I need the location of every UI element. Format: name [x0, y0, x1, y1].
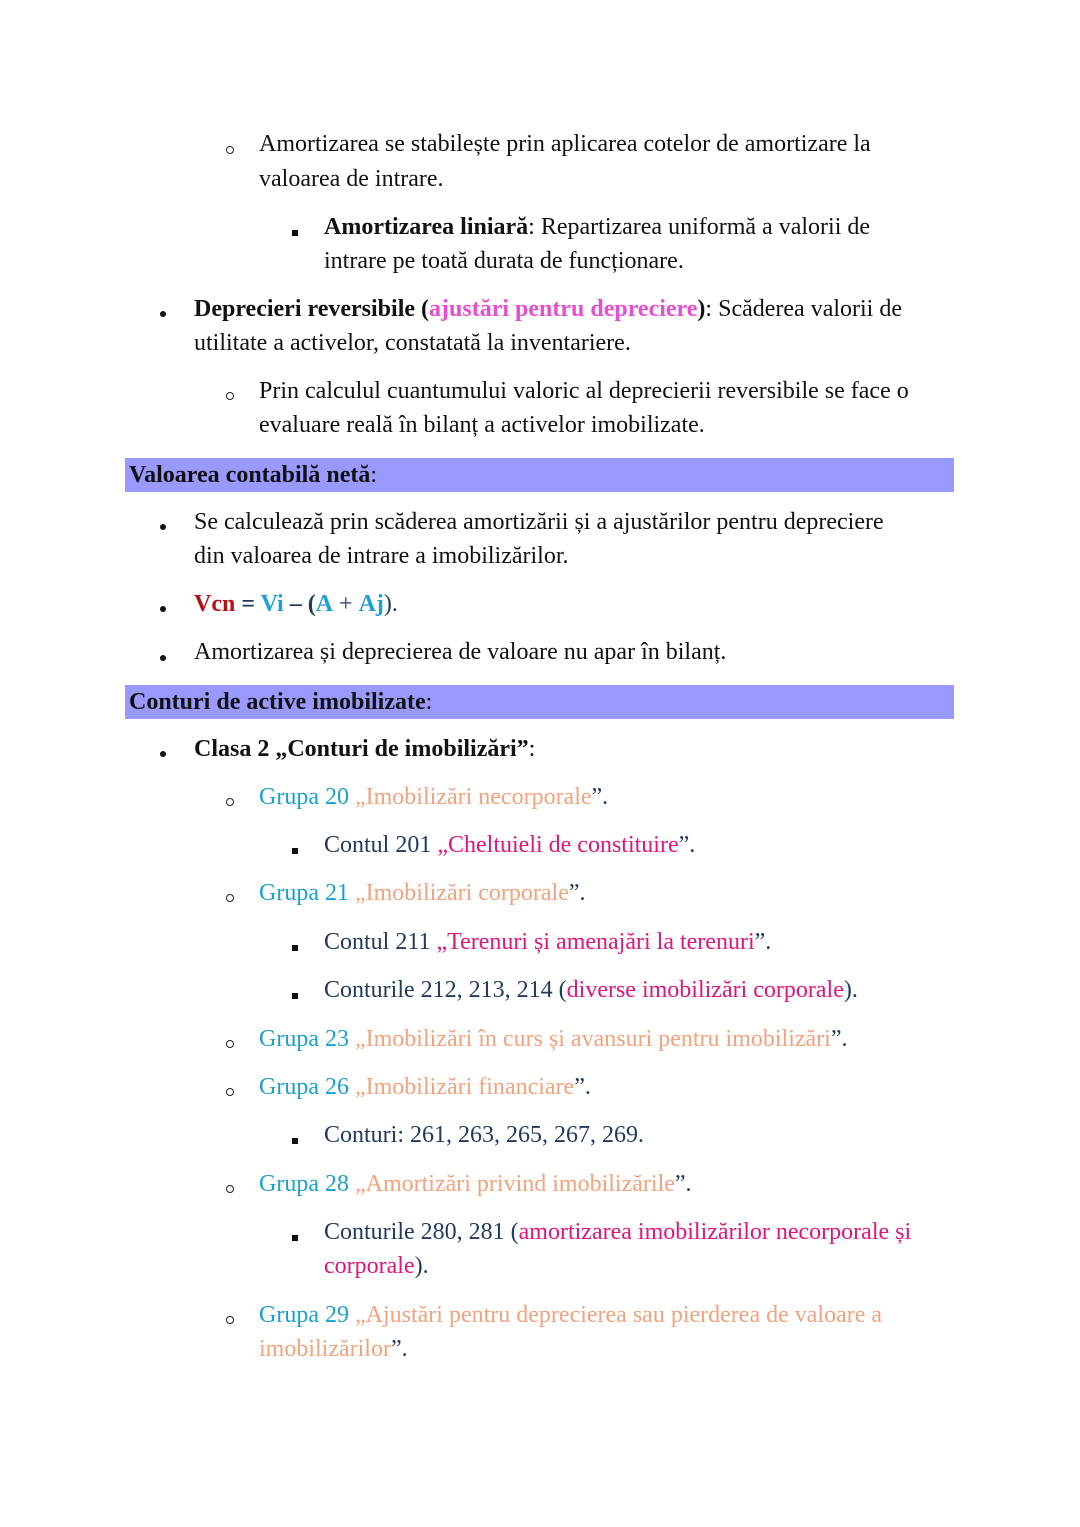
contul-211: Contul 211 „Terenuri și amenajări la terenuri”. — [324, 929, 772, 955]
grupa-26: Grupa 26 „Imobilizări financiare”. — [259, 1074, 591, 1100]
amortizare-cote-line2: valoarea de intrare. — [259, 166, 444, 192]
heading-conturi-active-imobilizate: Conturi de active imobilizate: — [125, 685, 954, 719]
vcn-calc-line1: Se calculează prin scăderea amortizării și a ajustărilor pentru depreciere — [194, 509, 884, 535]
square-bullet-icon — [292, 1120, 298, 1154]
bilant-note: Amortizarea și deprecierea de valoare nu apar în bilanț. — [194, 639, 727, 665]
disc-bullet-icon — [160, 506, 166, 540]
disc-bullet-icon — [160, 293, 166, 327]
vcn-formula: Vcn = Vi – (A + Aj). — [194, 591, 398, 617]
circle-bullet-icon — [226, 1300, 234, 1334]
square-bullet-icon — [292, 830, 298, 864]
grupa-21: Grupa 21 „Imobilizări corporale”. — [259, 880, 586, 906]
amortizare-liniara-term: Amortizarea liniară — [324, 214, 529, 240]
vcn-calc-line2: din valoarea de intrare a imobilizărilor. — [194, 543, 569, 569]
circle-bullet-icon — [226, 1072, 234, 1106]
circle-bullet-icon — [226, 782, 234, 816]
square-bullet-icon — [292, 975, 298, 1009]
ajustari-highlight: ajustări pentru depreciere — [429, 296, 698, 322]
amortizare-liniara-def: : Repartizarea uniformă a valorii de — [528, 214, 871, 240]
conturile-280-281-line2: corporale). — [324, 1253, 429, 1279]
deprecieri-line2: utilitate a activelor, constatată la inventariere. — [194, 330, 631, 356]
conturile-212-214: Conturile 212, 213, 214 (diverse imobilizări corporale). — [324, 977, 858, 1003]
amortizare-liniara-line2: intrare pe toată durata de funcționare. — [324, 248, 684, 274]
grupa-20: Grupa 20 „Imobilizări necorporale”. — [259, 784, 609, 810]
disc-bullet-icon — [160, 733, 166, 767]
calcul-line2: evaluare reală în bilanț a activelor imobilizate. — [259, 412, 705, 438]
circle-bullet-icon — [226, 376, 234, 410]
amortizare-liniara-line1 — [324, 210, 870, 244]
contul-201: Contul 201 „Cheltuieli de constituire”. — [324, 832, 696, 858]
grupa-29-line2: imobilizărilor”. — [259, 1336, 408, 1362]
conturile-280-281-line1: Conturile 280, 281 (amortizarea imobilizărilor necorporale și — [324, 1219, 912, 1245]
amortizare-cote-line1: Amortizarea se stabilește prin aplicarea cotelor de amortizare la — [259, 131, 871, 157]
deprecieri-term: Deprecieri reversibile — [194, 296, 416, 322]
circle-bullet-icon — [226, 130, 234, 164]
circle-bullet-icon — [226, 1024, 234, 1058]
square-bullet-icon — [292, 212, 298, 246]
square-bullet-icon — [292, 1217, 298, 1251]
deprecieri-line1: Deprecieri reversibile (ajustări pentru depreciere): Scăderea valorii de — [194, 296, 902, 322]
clasa-2-line: Clasa 2 „Conturi de imobilizări”: — [194, 736, 536, 762]
disc-bullet-icon — [160, 588, 166, 622]
disc-bullet-icon — [160, 637, 166, 671]
grupa-28: Grupa 28 „Amortizări privind imobilizările”. — [259, 1171, 692, 1197]
grupa-29-line1: Grupa 29 „Ajustări pentru deprecierea sau pierderea de valoare a — [259, 1302, 883, 1328]
heading-valoarea-contabila-neta: Valoarea contabilă netă: — [125, 458, 954, 492]
calcul-line1: Prin calculul cuantumului valoric al deprecierii reversibile se face o — [259, 378, 909, 404]
circle-bullet-icon — [226, 1169, 234, 1203]
grupa-23: Grupa 23 „Imobilizări în curs și avansuri pentru imobilizări”. — [259, 1026, 848, 1052]
square-bullet-icon — [292, 927, 298, 961]
conturi-26x: Conturi: 261, 263, 265, 267, 269. — [324, 1122, 645, 1148]
circle-bullet-icon — [226, 878, 234, 912]
